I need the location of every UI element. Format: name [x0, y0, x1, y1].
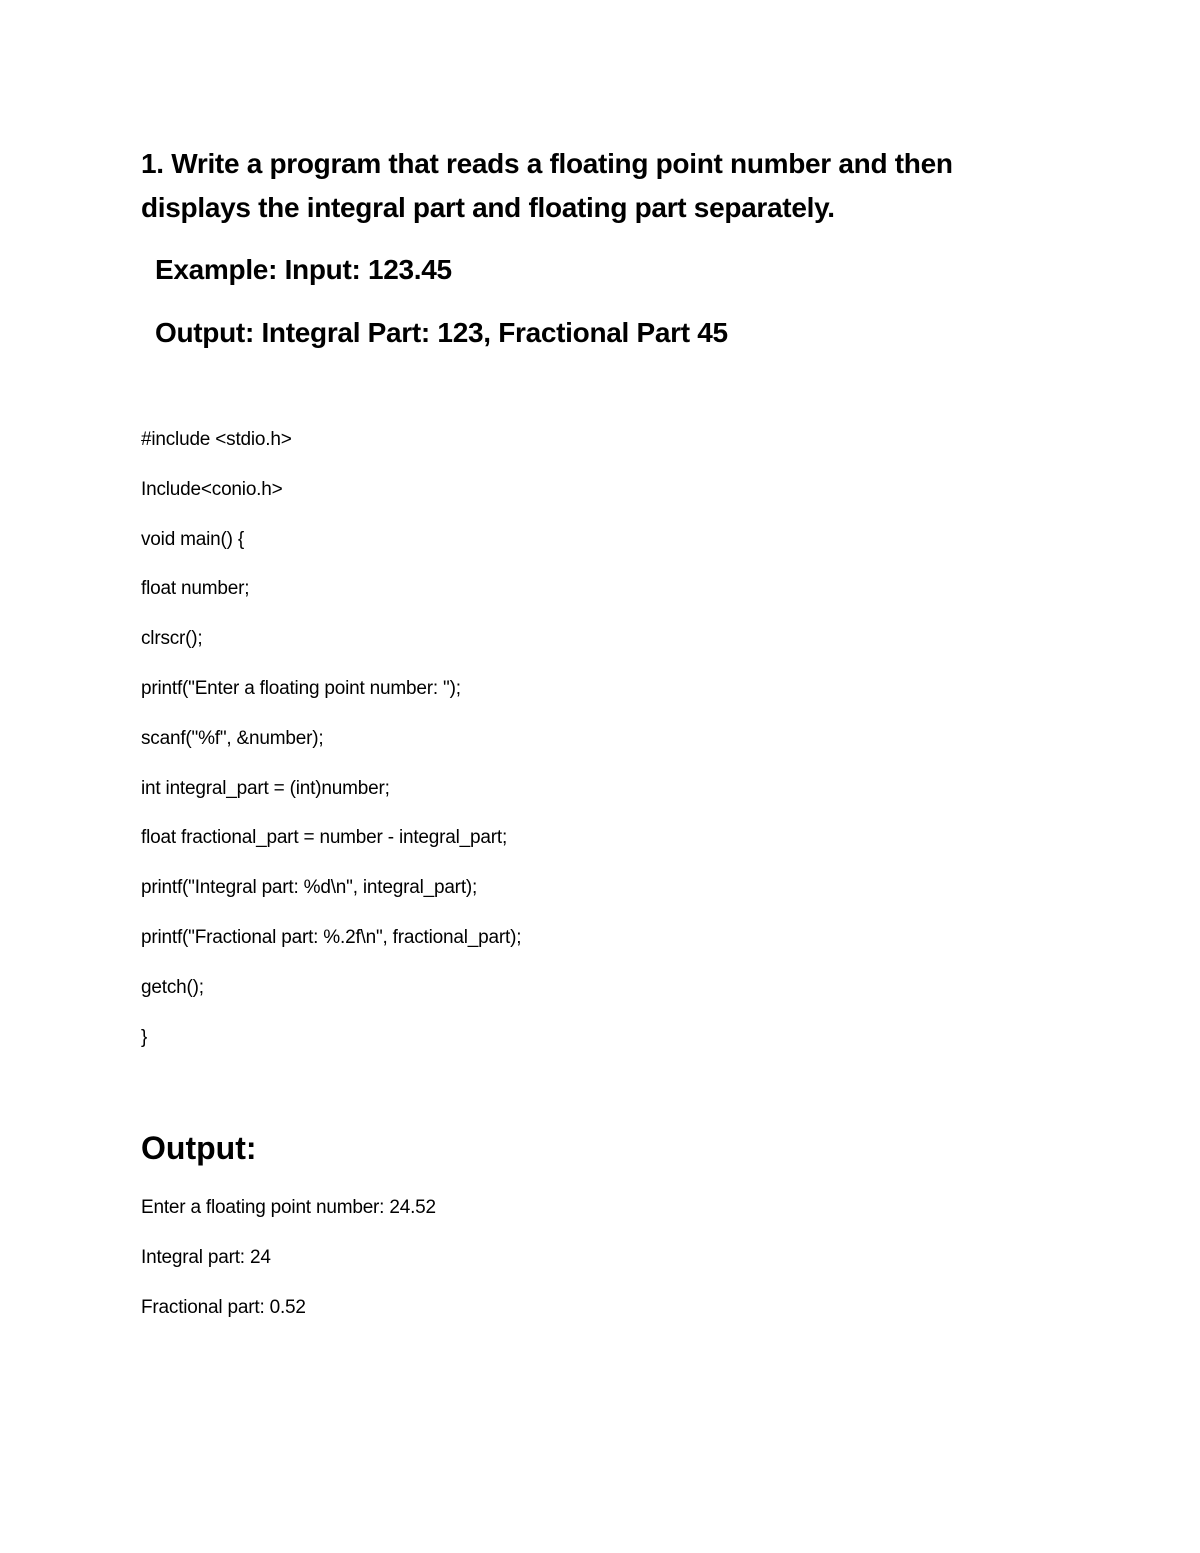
output-heading: Output: — [141, 1130, 257, 1166]
code-line: float fractional_part = number - integral_part; — [141, 827, 508, 849]
code-line: #include <stdio.h> — [141, 429, 292, 450]
code-line: printf("Fractional part: %.2f\n", fractional_part); — [141, 926, 522, 948]
code-line: clrscr(); — [141, 628, 203, 650]
code-line: scanf("%f", &number); — [141, 727, 324, 749]
question-heading: 1. Write a program that reads a floating point number and then displays the integral part and floating part separately. — [141, 148, 953, 223]
code-listing — [141, 426, 521, 1073]
code-line: } — [141, 1026, 148, 1048]
output-listing — [141, 1194, 436, 1343]
example-input-line: Example: Input: 123.45 — [155, 254, 452, 285]
code-line: Include<conio.h> — [141, 478, 283, 500]
code-line: printf("Enter a floating point number: "); — [141, 677, 461, 699]
code-line: printf("Integral part: %d\n", integral_part); — [141, 877, 478, 899]
code-line: getch(); — [141, 976, 204, 998]
output-line: Enter a floating point number: 24.52 — [141, 1197, 436, 1218]
code-line: int integral_part = (int)number; — [141, 777, 390, 799]
example-output-line: Output: Integral Part: 123, Fractional Part 45 — [155, 317, 728, 348]
output-line: Fractional part: 0.52 — [141, 1296, 306, 1318]
code-line: float number; — [141, 578, 250, 600]
code-line: void main() { — [141, 528, 244, 550]
output-line: Integral part: 24 — [141, 1246, 271, 1268]
